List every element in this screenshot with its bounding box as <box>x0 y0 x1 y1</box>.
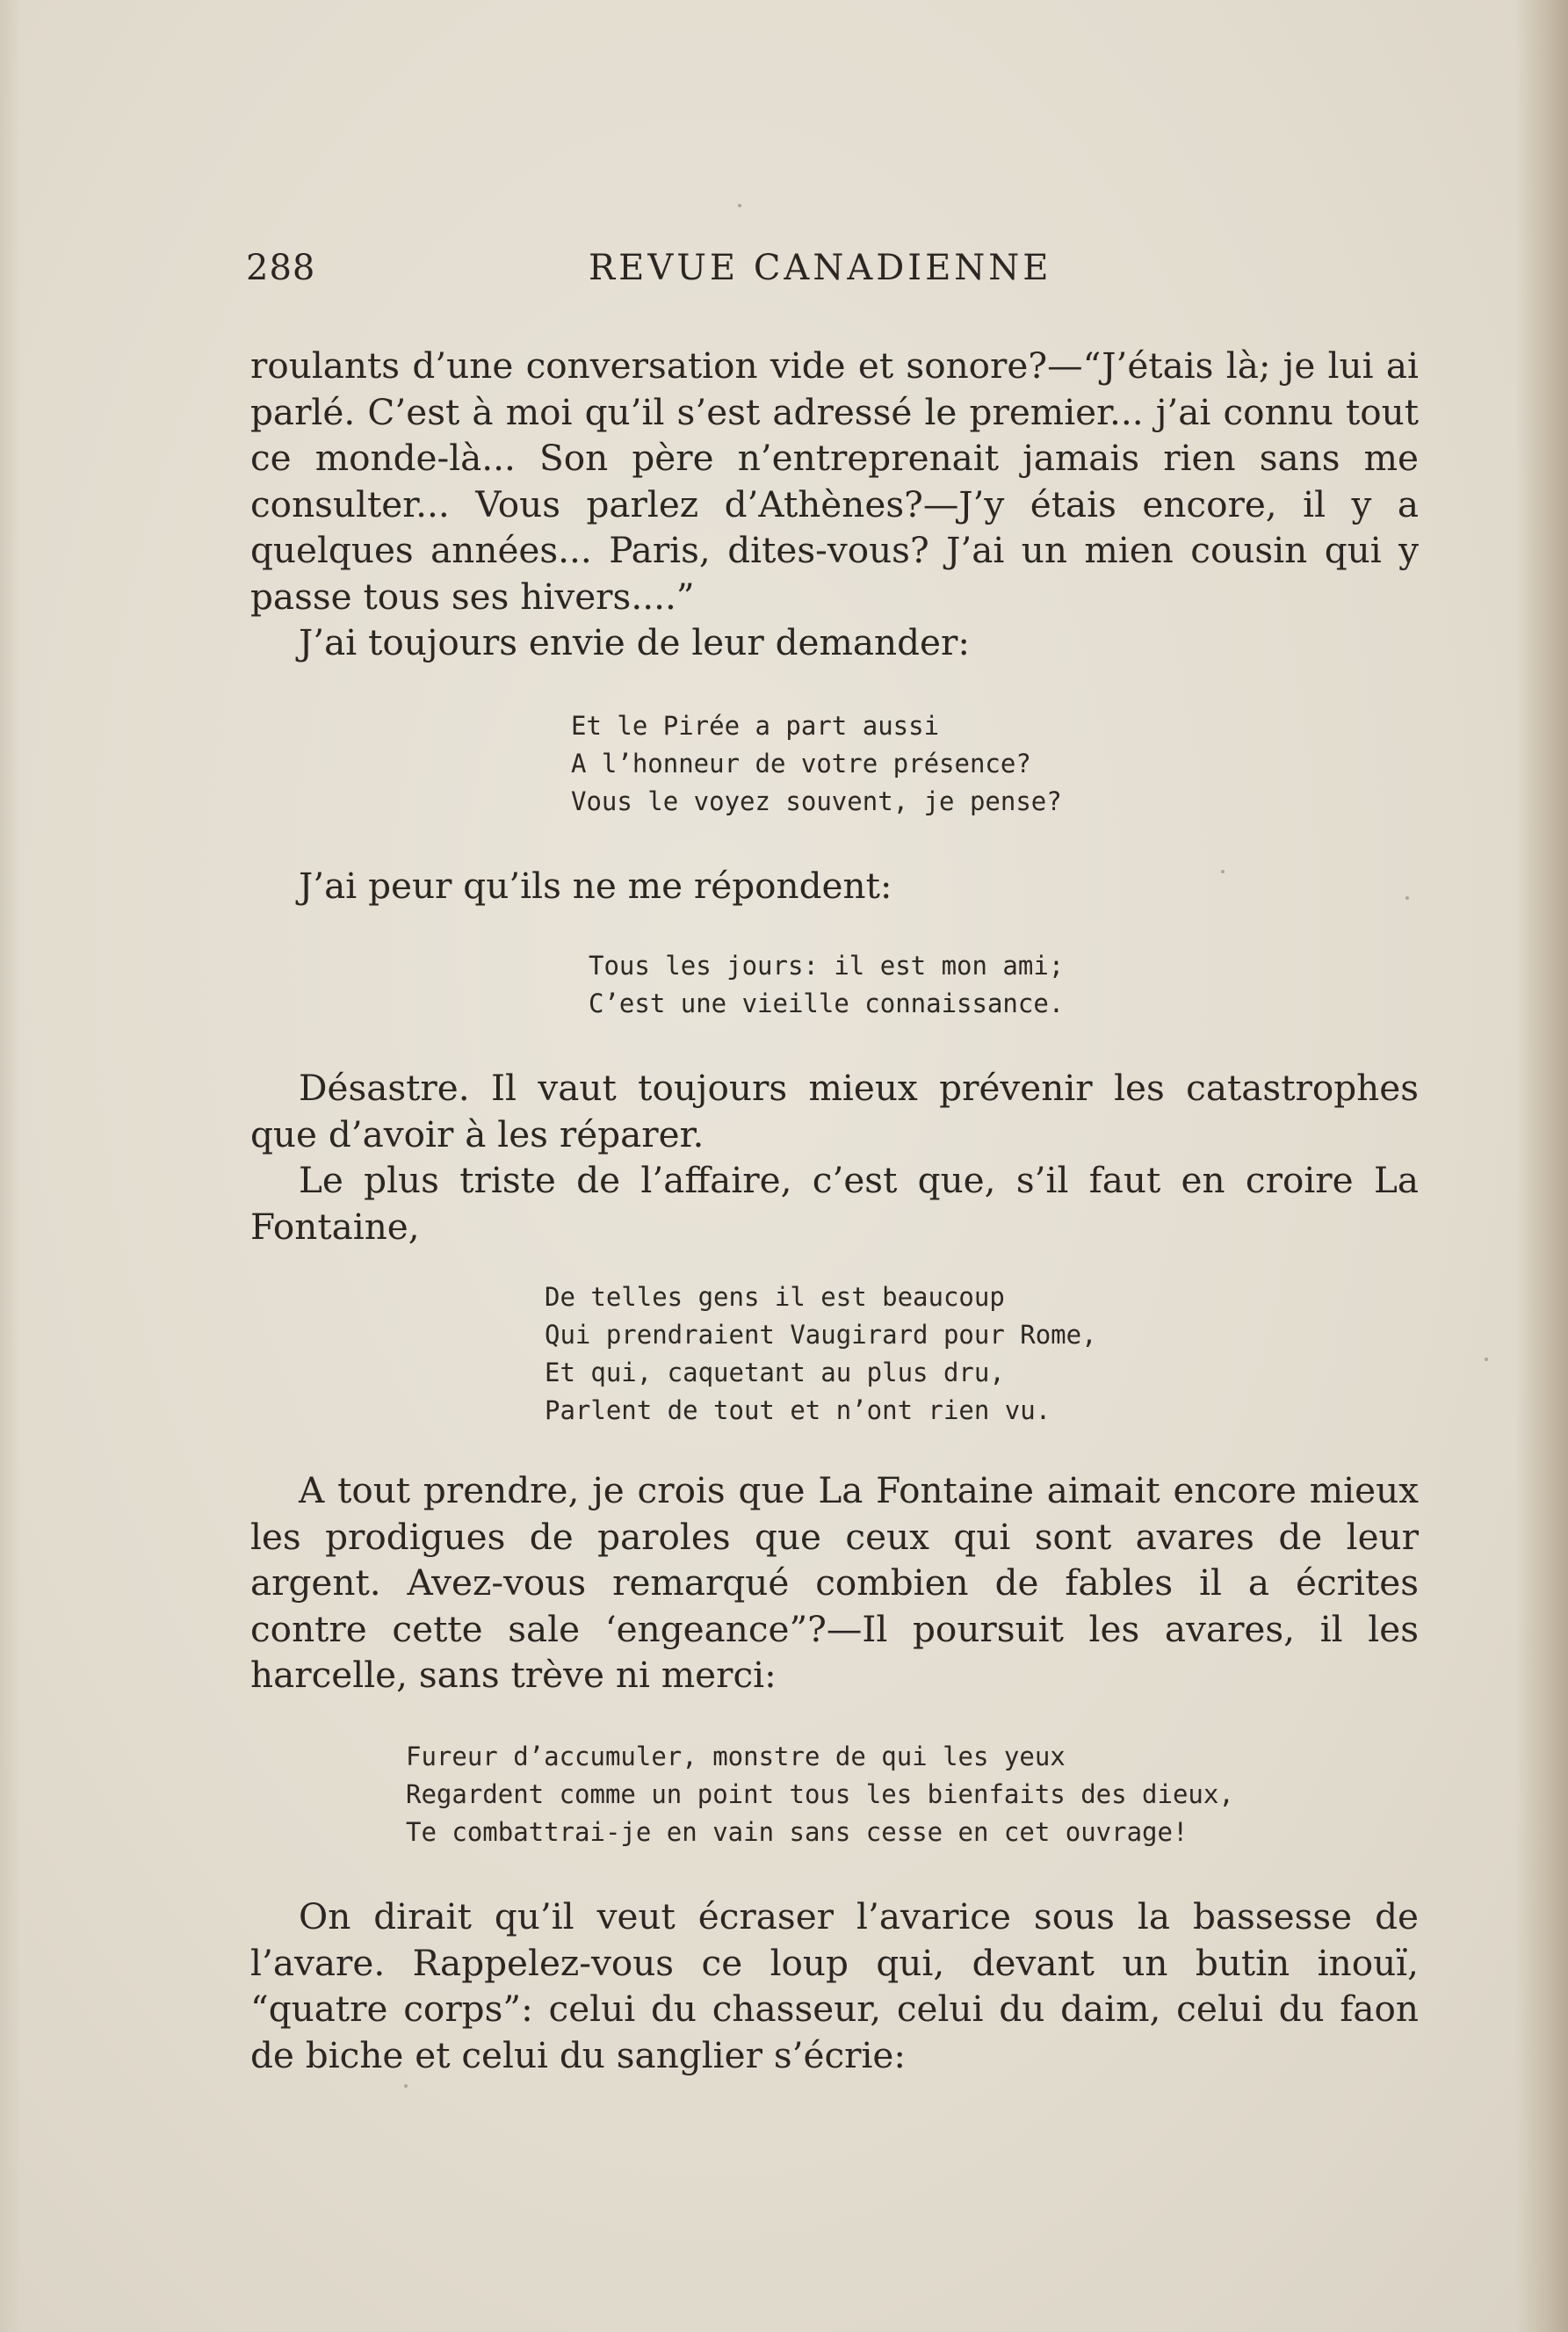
verse-line: Qui prendraient Vaugirard pour Rome, <box>545 1320 1097 1350</box>
page-number: 288 <box>246 248 316 288</box>
running-title: REVUE CANADIENNE <box>589 248 1052 288</box>
paper-speck <box>738 204 741 207</box>
verse-vaugirard <box>545 1278 1097 1430</box>
paragraph-prodigues: A tout prendre, je crois que La Fontaine aimait encore mieux les prodigues de paroles que ceux qui sont avares de leur argent. Avez-vous remarqué combien de fables il a écrites contre cette sale ‘engeance”?—Il poursuit les avares, il les harcelle, sans trève ni merci: <box>250 1469 1419 1696</box>
verse-line: A l’honneur de votre présence? <box>571 749 1031 779</box>
verse-line: Et le Pirée a part aussi <box>571 711 940 741</box>
paragraph-la-fontaine: Le plus triste de l’affaire, c’est que, s’il faut en croire La Fontaine, <box>250 1159 1419 1248</box>
paper-speck <box>1221 870 1225 873</box>
verse-piree <box>571 707 1062 821</box>
page-gutter-shadow <box>1515 0 1568 2332</box>
verse-line: Tous les jours: il est mon ami; <box>589 951 1065 981</box>
paper-speck <box>1405 896 1409 900</box>
paragraph-continuation: roulants d’une conversation vide et sonore?—“J’étais là; je lui ai parlé. C’est à moi qu’il s’est adressé le premier... j’ai connu tout ce monde-là... Son père n’entreprenait jamais rien sans me consulter... Vous parlez d’Athènes?—J’y étais encore, il y a quelques années... Paris, dites-vous? J’ai un mien cousin qui y passe tous ses hivers....” <box>250 344 1419 618</box>
page-header <box>246 248 1458 301</box>
verse-line: Et qui, caquetant au plus dru, <box>545 1358 1005 1387</box>
verse-line: Fureur d’accumuler, monstre de qui les yeux <box>406 1742 1066 1771</box>
verse-avarice <box>406 1738 1234 1851</box>
verse-line: Vous le voyez souvent, je pense? <box>571 786 1062 816</box>
paragraph-avare: On dirait qu’il veut écraser l’avarice sous la bassesse de l’avare. Rappelez-vous ce loup qui, devant un butin inouï, “quatre corps”: celui du chasseur, celui du daim, celui du faon de biche et celui du sanglier s’écrie: <box>250 1895 1419 2076</box>
verse-ami <box>589 947 1064 1023</box>
paper-speck <box>1485 1358 1488 1361</box>
verse-line: Regardent comme un point tous les bienfaits des dieux, <box>406 1779 1234 1809</box>
verse-line: C’est une vieille connaissance. <box>589 989 1065 1018</box>
paragraph-demander: J’ai toujours envie de leur demander: <box>299 621 971 663</box>
verse-line: Te combattrai-je en vain sans cesse en cet ouvrage! <box>406 1817 1189 1847</box>
paragraph-desastre: Désastre. Il vaut toujours mieux prévenir les catastrophes que d’avoir à les réparer. <box>250 1067 1419 1155</box>
verse-line: De telles gens il est beaucoup <box>545 1282 1005 1312</box>
verse-line: Parlent de tout et n’ont rien vu. <box>545 1395 1051 1425</box>
paper-speck <box>404 2084 408 2088</box>
page-left-edge-shadow <box>0 0 21 2332</box>
paragraph-repondent: J’ai peur qu’ils ne me répondent: <box>299 865 892 907</box>
